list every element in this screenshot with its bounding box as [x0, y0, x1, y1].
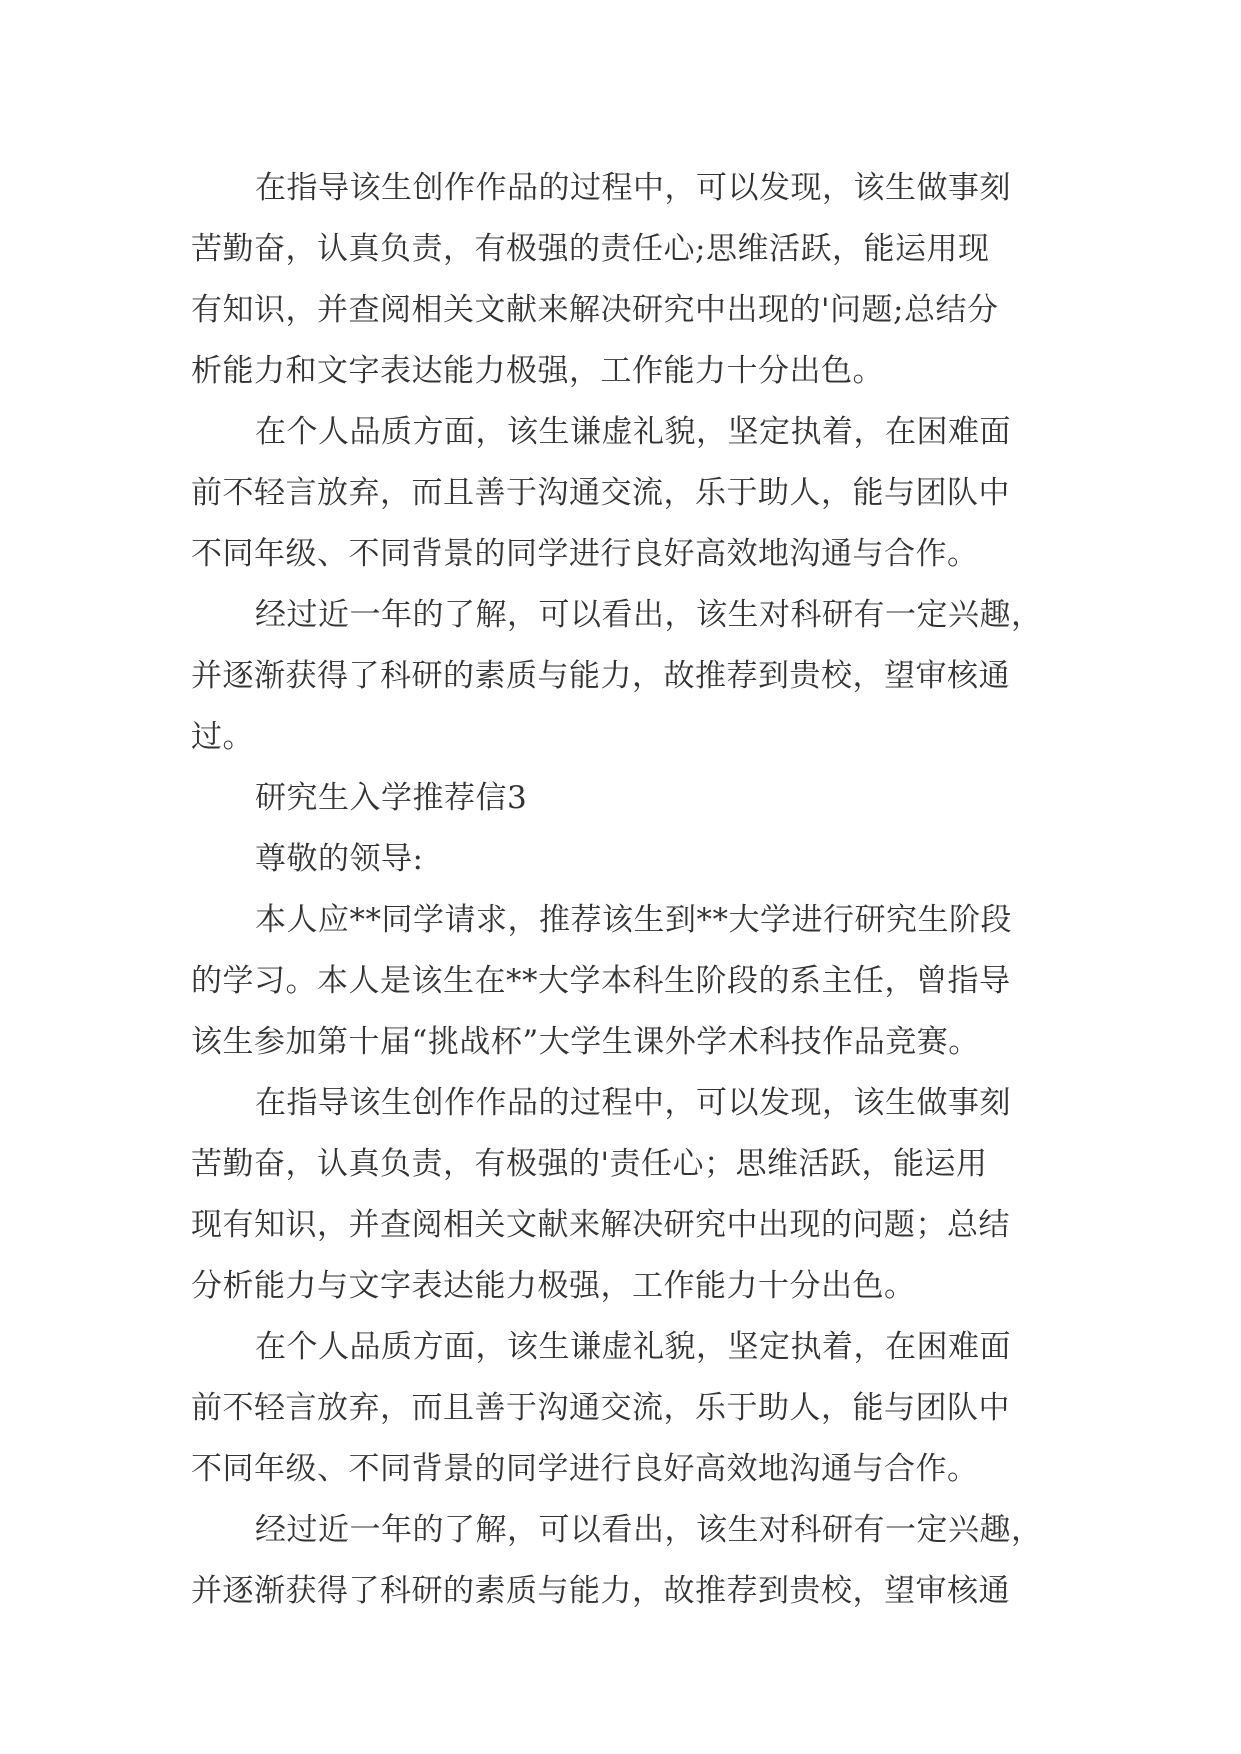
- text-line: 本人应**同学请求，推荐该生到**大学进行研究生阶段: [255, 902, 1012, 938]
- text-line: 有知识，并查阅相关文献来解决研究中出现的'问题;总结分: [191, 292, 999, 328]
- text-line: 析能力和文字表达能力极强，工作能力十分出色。: [191, 353, 884, 389]
- text-line: 现有知识，并查阅相关文献来解决研究中出现的问题；总结: [191, 1207, 1010, 1243]
- text-line: 并逐渐获得了科研的素质与能力，故推荐到贵校，望审核通: [191, 658, 1010, 694]
- text-line: 经过近一年的了解，可以看出，该生对科研有一定兴趣，: [255, 1512, 1043, 1548]
- text-line: 不同年级、不同背景的同学进行良好高效地沟通与合作。: [191, 536, 979, 572]
- text-line: 尊敬的领导:: [255, 841, 424, 877]
- text-line: 并逐渐获得了科研的素质与能力，故推荐到贵校，望审核通: [191, 1573, 1010, 1609]
- text-line: 经过近一年的了解，可以看出，该生对科研有一定兴趣，: [255, 597, 1043, 633]
- text-line: 不同年级、不同背景的同学进行良好高效地沟通与合作。: [191, 1451, 979, 1487]
- text-line: 苦勤奋，认真负责，有极强的责任心;思维活跃，能运用现: [191, 231, 990, 267]
- text-line: 前不轻言放弃，而且善于沟通交流，乐于助人，能与团队中: [191, 475, 1010, 511]
- text-line: 前不轻言放弃，而且善于沟通交流，乐于助人，能与团队中: [191, 1390, 1010, 1426]
- text-line: 研究生入学推荐信3: [255, 780, 528, 816]
- document-body: [191, 158, 1051, 1622]
- text-line: 过。: [191, 719, 254, 755]
- text-line: 在指导该生创作作品的过程中，可以发现，该生做事刻: [255, 170, 1011, 206]
- text-line: 在个人品质方面，该生谦虚礼貌，坚定执着，在困难面: [255, 1329, 1011, 1365]
- text-line: 在指导该生创作作品的过程中，可以发现，该生做事刻: [255, 1085, 1011, 1121]
- text-line: 的学习。本人是该生在**大学本科生阶段的系主任，曾指导: [191, 963, 1011, 999]
- text-line: 该生参加第十届“挑战杯”大学生课外学术科技作品竞赛。: [191, 1024, 980, 1060]
- text-line: 分析能力与文字表达能力极强，工作能力十分出色。: [191, 1268, 916, 1304]
- text-line: 在个人品质方面，该生谦虚礼貌，坚定执着，在困难面: [255, 414, 1011, 450]
- text-line: 苦勤奋，认真负责，有极强的'责任心；思维活跃，能运用: [191, 1146, 988, 1182]
